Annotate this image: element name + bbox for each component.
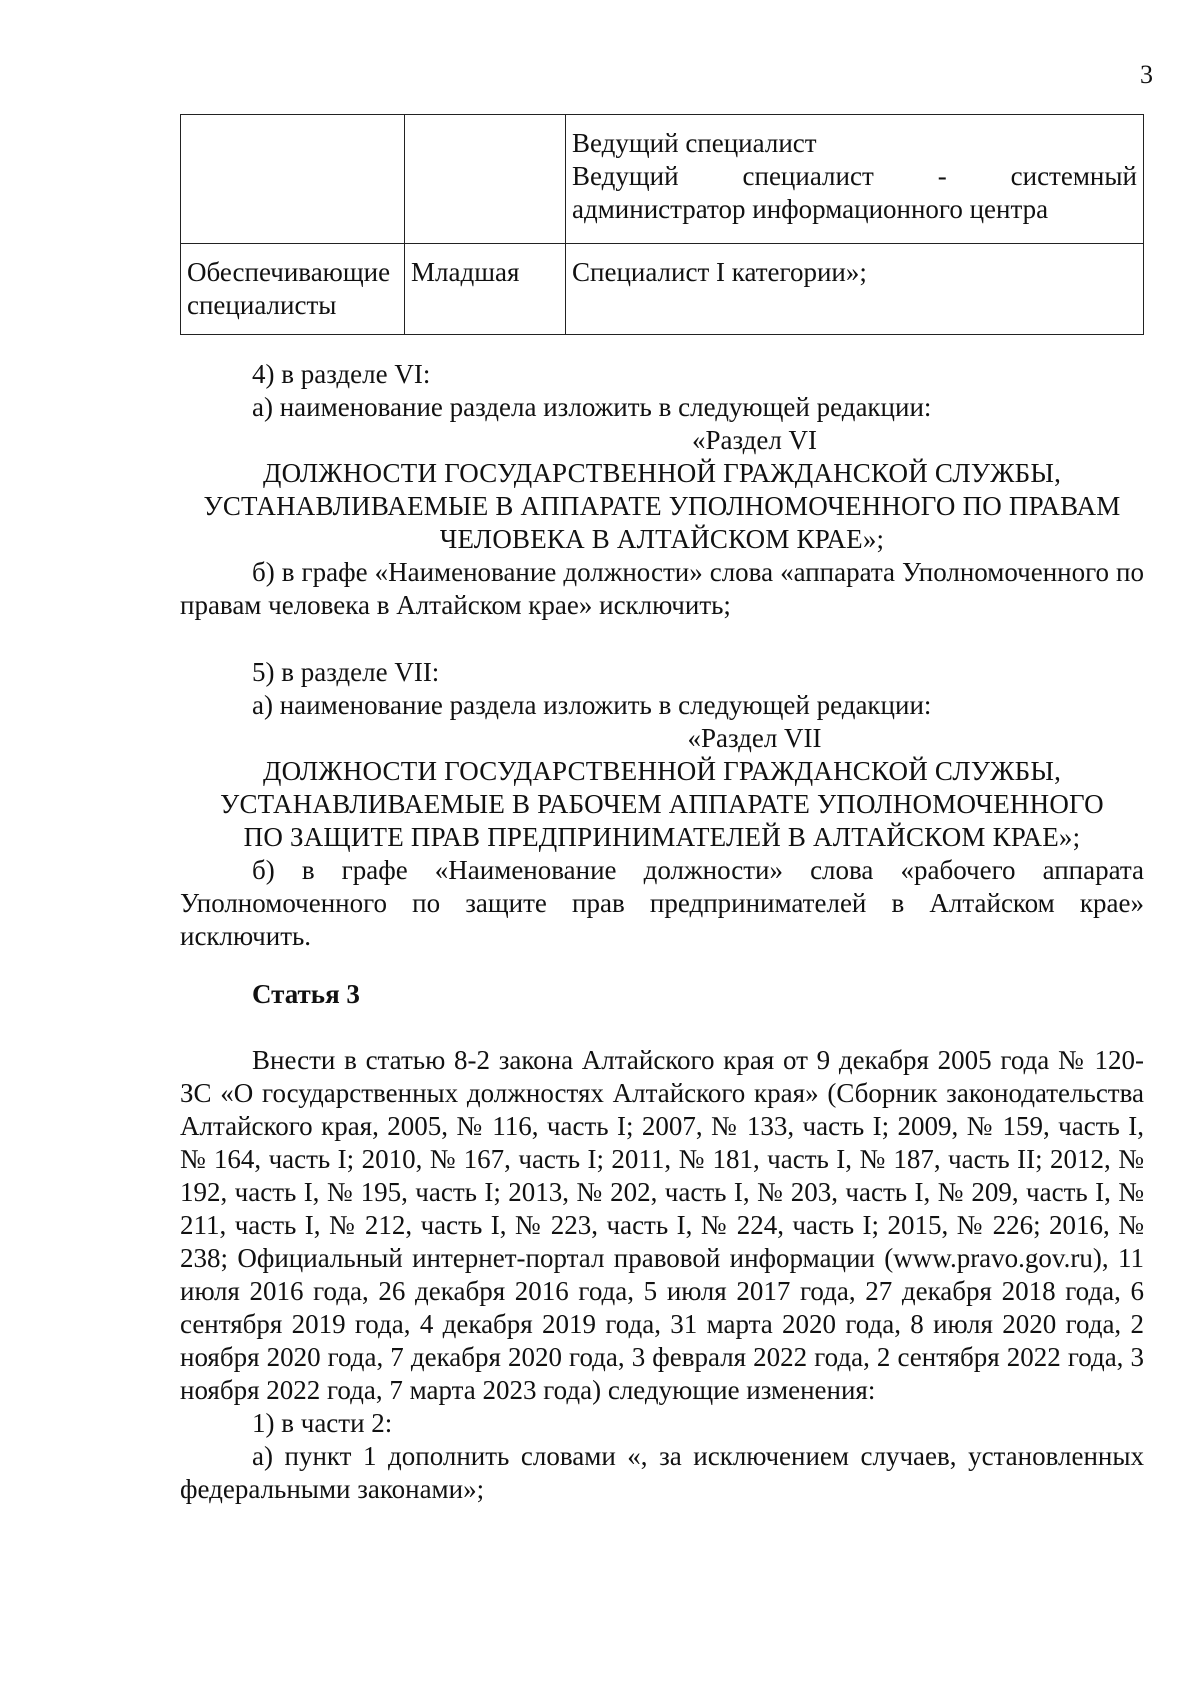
word: системный bbox=[1010, 161, 1137, 191]
article-title: Статья 3 bbox=[252, 979, 360, 1009]
table-row bbox=[181, 244, 1144, 335]
table-cell bbox=[405, 115, 566, 244]
section-heading-line: УСТАНАВЛИВАЕМЫЕ В АППАРАТЕ УПОЛНОМОЧЕННОГО ПО ПРАВАМ bbox=[203, 491, 1121, 521]
table-row bbox=[181, 115, 1144, 244]
section-heading-line: ЧЕЛОВЕКА В АЛТАЙСКОМ КРАЕ»; bbox=[439, 524, 885, 554]
table-cell-position: Специалист I категории»; bbox=[566, 244, 1144, 335]
article-item-a: а) пункт 1 дополнить словами «, за исключением случаев, установленных федеральными законами»; bbox=[180, 1441, 1144, 1504]
word: - bbox=[937, 161, 947, 191]
table-cell-group: Младшая bbox=[405, 244, 566, 335]
word: Ведущий bbox=[572, 161, 679, 191]
section-heading-line: ДОЛЖНОСТИ ГОСУДАРСТВЕННОЙ ГРАЖДАНСКОЙ СЛУЖБЫ, bbox=[262, 756, 1062, 786]
item-b: б) в графе «Наименование должности» слова «рабочего аппарата Уполномоченного по защите прав предпринимателей в Алтайском крае» исключить. bbox=[180, 855, 1144, 951]
position-title-line bbox=[572, 160, 1137, 193]
section-heading-line: УСТАНАВЛИВАЕМЫЕ В РАБОЧЕМ АППАРАТЕ УПОЛНОМОЧЕННОГО bbox=[220, 789, 1104, 819]
item-b: б) в графе «Наименование должности» слова «аппарата Уполномоченного по правам человека в Алтайском крае» исключить; bbox=[180, 557, 1144, 620]
section-heading-line: ПО ЗАЩИТЕ ПРАВ ПРЕДПРИНИМАТЕЛЕЙ В АЛТАЙСКОМ КРАЕ»; bbox=[243, 822, 1081, 852]
page-number: 3 bbox=[1140, 60, 1153, 89]
section-heading-label: «Раздел VI bbox=[691, 425, 818, 455]
item-a: а) наименование раздела изложить в следующей редакции: bbox=[252, 392, 932, 422]
section-intro: 5) в разделе VII: bbox=[252, 657, 440, 687]
section-heading-line: ДОЛЖНОСТИ ГОСУДАРСТВЕННОЙ ГРАЖДАНСКОЙ СЛУЖБЫ, bbox=[262, 458, 1062, 488]
positions-table bbox=[180, 114, 1144, 335]
position-title-line: администратор информационного центра bbox=[572, 194, 1049, 224]
section-4 bbox=[180, 358, 1144, 622]
item-a: а) наименование раздела изложить в следующей редакции: bbox=[252, 690, 932, 720]
table-cell-category: Обеспечивающие специалисты bbox=[181, 244, 405, 335]
table-cell bbox=[181, 115, 405, 244]
word: специалист bbox=[742, 161, 874, 191]
section-5 bbox=[180, 656, 1144, 953]
section-intro: 4) в разделе VI: bbox=[252, 359, 431, 389]
article-body: Внести в статью 8-2 закона Алтайского края от 9 декабря 2005 года № 120-ЗС «О государственных должностях Алтайского края» (Сборник законодательства Алтайского края, 2005, № 116, часть I; 2007, № 133, часть I; 2009, № 159, часть I, № 164, часть I; 2010, № 167, часть I; 2011, № 181, часть I, № 187, часть II; 2012, № 192, часть I, № 195, часть I; 2013, № 202, часть I, № 203, часть I, № 209, часть I, № 211, часть I, № 212, часть I, № 223, часть I, № 224, часть I; 2015, № 226; 2016, № 238; Официальный интернет-портал правовой информации (www.pravo.gov.ru), 11 июля 2016 года, 26 декабря 2016 года, 5 июля 2017 года, 27 декабря 2018 года, 6 сентября 2019 года, 4 декабря 2019 года, 31 марта 2020 года, 8 июля 2020 года, 2 ноября 2020 года, 7 декабря 2020 года, 3 февраля 2022 года, 2 сентября 2022 года, 3 ноября 2022 года, 7 марта 2023 года) следующие изменения: bbox=[180, 1045, 1144, 1405]
article-3 bbox=[180, 978, 1144, 1506]
table-cell bbox=[566, 115, 1144, 244]
article-part: 1) в части 2: bbox=[252, 1408, 393, 1438]
position-title: Ведущий специалист bbox=[572, 128, 817, 158]
section-heading-label: «Раздел VII bbox=[687, 723, 822, 753]
